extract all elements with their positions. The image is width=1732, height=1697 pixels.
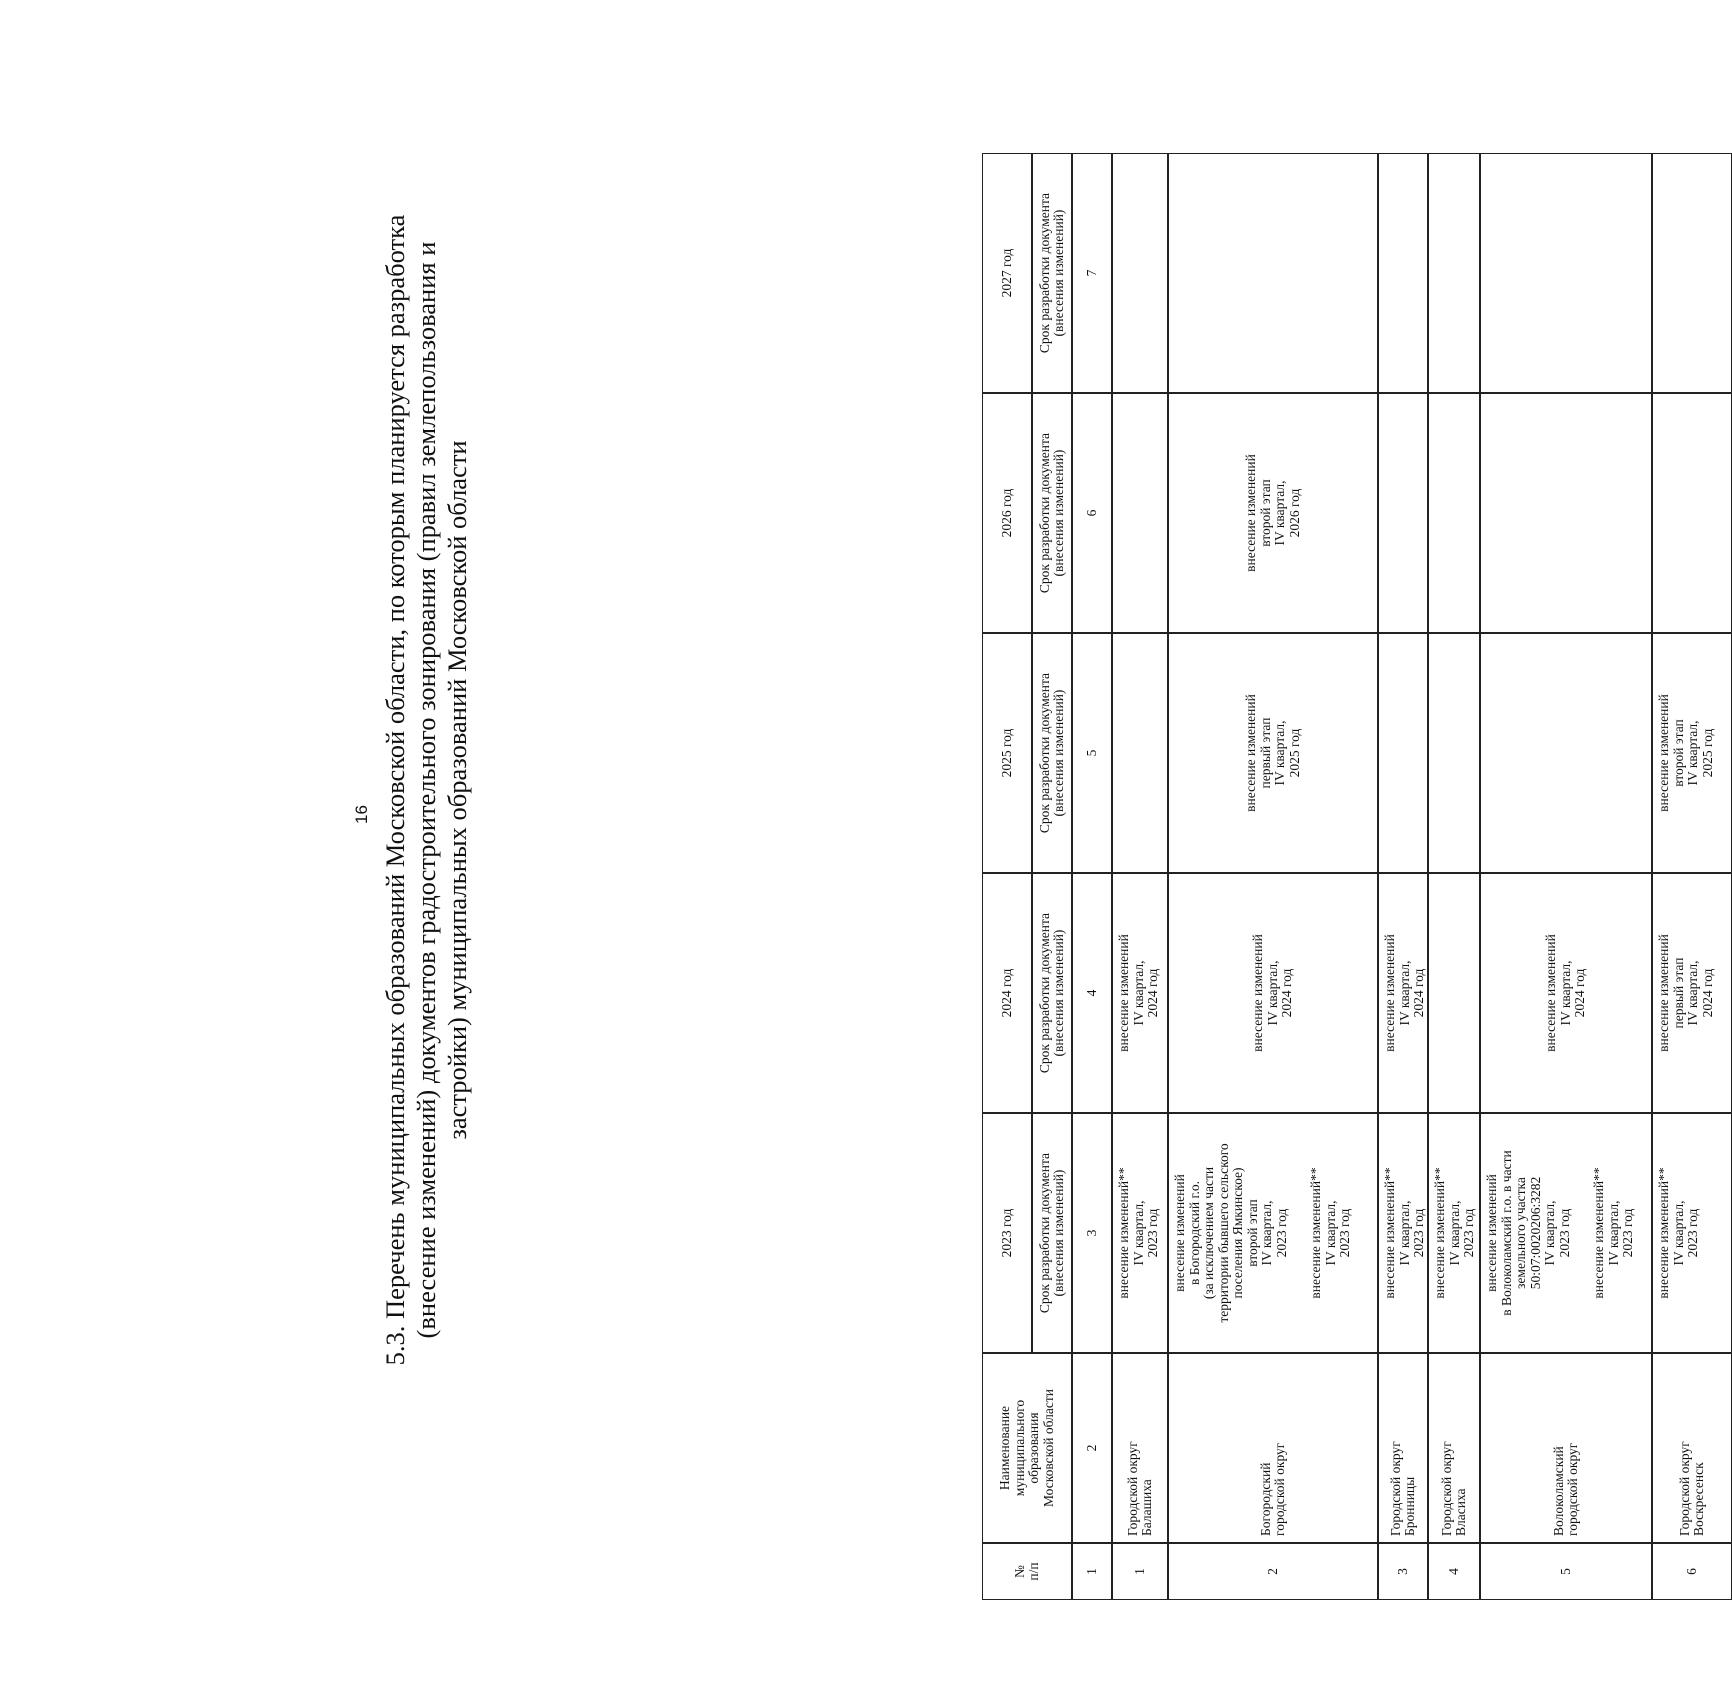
table-row-2023: внесение изменений** IV квартал, 2023 год <box>1112 1113 1168 1353</box>
table-row-2025 <box>1378 633 1428 873</box>
entry-gap <box>1289 1120 1309 1346</box>
table-row-2026 <box>1378 393 1428 633</box>
zoning-table <box>290 56 1715 1600</box>
table-row-2027 <box>1480 153 1652 393</box>
header-term-2024: Срок разработки документа (внесения изменений) <box>1032 873 1072 1113</box>
table-row-2026: внесение изменений второй этап IV квартал, 2026 год <box>1168 393 1378 633</box>
page-title: 5.3. Перечень муниципальных образований Московской области, по которым планируется разработка (внесение изменений) документов градостроительного зонирования (правил землепользования и застройки) муниципальных образований Московской области <box>380 214 472 1366</box>
header-year-2027: 2027 год <box>982 153 1032 393</box>
table-row-name: Городской округ Власиха <box>1428 1353 1480 1543</box>
table-row-2023: внесение изменений** IV квартал, 2023 год <box>1378 1113 1428 1353</box>
table-row-2027 <box>1378 153 1428 393</box>
table-row-2023 <box>1168 1113 1378 1353</box>
table-row-2027 <box>1428 153 1480 393</box>
col-number-7: 7 <box>1072 153 1112 393</box>
table-row-2026 <box>1652 393 1732 633</box>
table-row-2024: внесение изменений IV квартал, 2024 год <box>1112 873 1168 1113</box>
table-row-name: Городской округ Балашиха <box>1112 1353 1168 1543</box>
header-term-2023: Срок разработки документа (внесения изменений) <box>1032 1113 1072 1353</box>
table-row-2023: внесение изменений** IV квартал, 2023 год <box>1428 1113 1480 1353</box>
table-row-2026 <box>1112 393 1168 633</box>
table-row-2024 <box>1428 873 1480 1113</box>
header-term-2026: Срок разработки документа (внесения изменений) <box>1032 393 1072 633</box>
header-name: Наименование муниципального образования Московской области <box>982 1353 1072 1543</box>
table-row-num: 4 <box>1428 1543 1480 1600</box>
table-row-2025 <box>1428 633 1480 873</box>
table-row-2025: внесение изменений второй этап IV квартал, 2025 год <box>1652 633 1732 873</box>
table-row-name: Городской округ Бронницы <box>1378 1353 1428 1543</box>
header-year-2024: 2024 год <box>982 873 1032 1113</box>
table-row-2024: внесение изменений IV квартал, 2024 год <box>1168 873 1378 1113</box>
row-2023-second-entry: внесение изменений** IV квартал, 2023 год <box>1591 1167 1635 1299</box>
entry-gap <box>1572 1120 1592 1346</box>
table-row-2025 <box>1480 633 1652 873</box>
header-term-2027: Срок разработки документа (внесения изменений) <box>1032 153 1072 393</box>
col-number-1: 1 <box>1072 1543 1112 1600</box>
table-row-2027 <box>1112 153 1168 393</box>
table-row-num: 3 <box>1378 1543 1428 1600</box>
table-row-2023 <box>1480 1113 1652 1353</box>
col-number-6: 6 <box>1072 393 1112 633</box>
header-num: № п/п <box>982 1543 1072 1600</box>
row-2023-second-entry: внесение изменений** IV квартал, 2023 год <box>1308 1167 1352 1299</box>
table-row-2023: внесение изменений** IV квартал, 2023 год <box>1652 1113 1732 1353</box>
col-number-3: 3 <box>1072 1113 1112 1353</box>
table-row-name: Волоколамский городской округ <box>1480 1353 1652 1543</box>
table-row-2025 <box>1112 633 1168 873</box>
table-row-2025: внесение изменений первый этап IV квартал, 2025 год <box>1168 633 1378 873</box>
table-row-num: 2 <box>1168 1543 1378 1600</box>
rotated-page <box>290 56 1715 1600</box>
table-row-2024: внесение изменений первый этап IV квартал, 2024 год <box>1652 873 1732 1113</box>
table-row-2024: внесение изменений IV квартал, 2024 год <box>1480 873 1652 1113</box>
col-number-5: 5 <box>1072 633 1112 873</box>
table-row-name: Городской округ Воскресенск <box>1652 1353 1732 1543</box>
table-row-2024: внесение изменений IV квартал, 2024 год <box>1378 873 1428 1113</box>
header-term-2025: Срок разработки документа (внесения изменений) <box>1032 633 1072 873</box>
table-row-name: Богородский городской округ <box>1168 1353 1378 1543</box>
table-row-2026 <box>1428 393 1480 633</box>
table-row-num: 5 <box>1480 1543 1652 1600</box>
table-row-2027 <box>1168 153 1378 393</box>
col-number-4: 4 <box>1072 873 1112 1113</box>
header-year-2026: 2026 год <box>982 393 1032 633</box>
header-year-2025: 2025 год <box>982 633 1032 873</box>
header-year-2023: 2023 год <box>982 1113 1032 1353</box>
col-number-2: 2 <box>1072 1353 1112 1543</box>
page-number: 16 <box>352 805 371 824</box>
row-2023-first-entry: внесение изменений в Волоколамский г.о. в части земельного участка 50:07:0020206:3282 IV квартал, 2023 год <box>1484 1150 1572 1316</box>
table-row-num: 6 <box>1652 1543 1732 1600</box>
table-row-num: 1 <box>1112 1543 1168 1600</box>
table-row-2027 <box>1652 153 1732 393</box>
row-2023-first-entry: внесение изменений в Богородский г.о. (за исключением части территории бывшего сельского поселения Ямкинское) второй этап IV квартал, 2023 год <box>1172 1143 1289 1323</box>
table-row-2026 <box>1480 393 1652 633</box>
